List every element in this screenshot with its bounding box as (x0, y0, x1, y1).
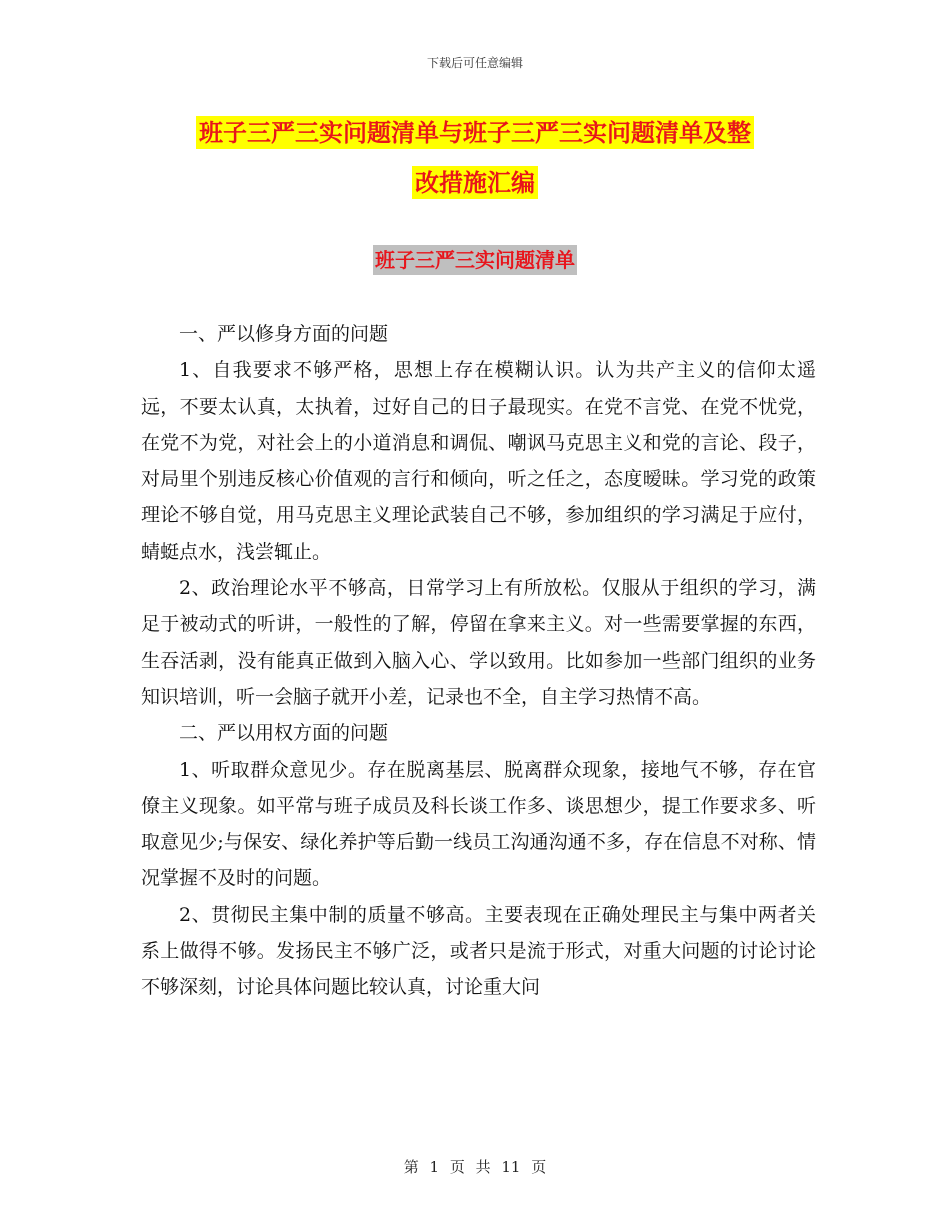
document-title (140, 108, 810, 208)
paragraph: 2、贯彻民主集中制的质量不够高。主要表现在正确处理民主与集中两者关系上做得不够。发扬民主不够广泛，或者只是流于形式，对重大问题的讨论讨论不够深刻，讨论具体问题比较认真，讨论重大问 (141, 903, 816, 999)
paragraph: 1、自我要求不够严格，思想上存在模糊认识。认为共产主义的信仰太遥远，不要太认真，太执着，过好自己的日子最现实。在党不言党、在党不忧党，在党不为党，对社会上的小道消息和调侃、嘲讽马克思主义和党的言论、段子，对局里个别违反核心价值观的言行和倾向，听之任之，态度暧昧。学习党的政策理论不够自觉，用马克思主义理论武装自己不够，参加组织的学习满足于应付，蜻蜓点水，浅尝辄止。 (141, 359, 816, 563)
heading-self-cultivation: 一、严以修身方面的问题 (179, 323, 389, 345)
title-line-2: 改措施汇编 (412, 166, 538, 199)
paragraph: 1、听取群众意见少。存在脱离基层、脱离群众现象，接地气不够，存在官僚主义现象。如平常与班子成员及科长谈工作多、谈思想少，提工作要求多、听取意见少;与保安、绿化养护等后勤一线员工沟通沟通不多，存在信息不对称、情况掌握不及时的问题。 (141, 758, 816, 890)
header-note: 下载后可任意编辑 (426, 56, 523, 70)
document-body (141, 316, 816, 1006)
page-number: 第 1 页 共 11 页 (403, 1158, 547, 1176)
section-title (0, 244, 950, 273)
heading-power-use: 二、严以用权方面的问题 (179, 722, 389, 745)
title-line-1: 班子三严三实问题清单与班子三严三实问题清单及整 (196, 116, 754, 149)
section-title-text: 班子三严三实问题清单 (373, 245, 577, 275)
paragraph: 2、政治理论水平不够高，日常学习上有所放松。仅服从于组织的学习，满足于被动式的听讲，一般性的了解，停留在拿来主义。对一些需要掌握的东西，生吞活剥，没有能真正做到入脑入心、学以致用。比如参加一些部门组织的业务知识培训，听一会脑子就开小差，记录也不全，自主学习热情不高。 (141, 577, 816, 708)
